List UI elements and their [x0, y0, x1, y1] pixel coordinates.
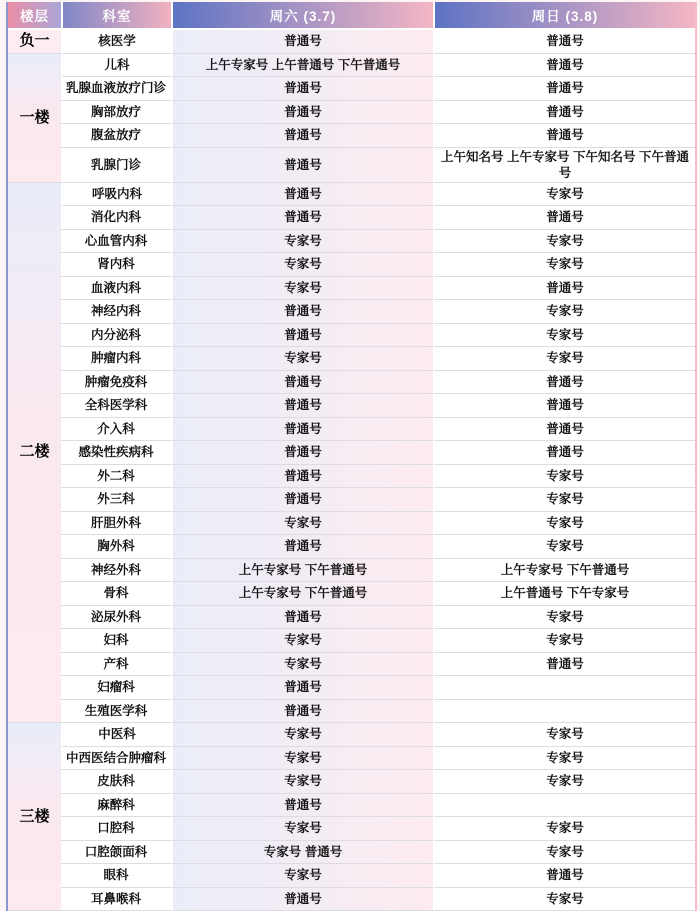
department-cell: 妇瘤科 — [61, 676, 171, 700]
table-row — [8, 488, 695, 512]
saturday-cell: 上午专家号 下午普通号 — [171, 559, 433, 583]
sunday-cell: 专家号 — [433, 183, 695, 207]
department-cell: 消化内科 — [61, 206, 171, 230]
sunday-cell: 专家号 — [433, 747, 695, 771]
saturday-cell: 普通号 — [171, 700, 433, 724]
table-row — [8, 582, 695, 606]
table-row — [8, 512, 695, 536]
table-row — [8, 30, 695, 54]
department-cell: 胸外科 — [61, 535, 171, 559]
department-cell: 血液内科 — [61, 277, 171, 301]
saturday-cell: 专家号 — [171, 512, 433, 536]
sunday-cell: 普通号 — [433, 54, 695, 78]
department-cell: 肾内科 — [61, 253, 171, 277]
sunday-cell: 普通号 — [433, 101, 695, 125]
header-row — [8, 2, 695, 30]
table-row — [8, 77, 695, 101]
floor-cell: 三楼 — [8, 723, 61, 911]
sunday-cell: 普通号 — [433, 30, 695, 54]
table-row — [8, 653, 695, 677]
table-row — [8, 300, 695, 324]
sunday-cell: 普通号 — [433, 206, 695, 230]
saturday-cell: 专家号 — [171, 817, 433, 841]
saturday-cell: 普通号 — [171, 124, 433, 148]
department-cell: 核医学 — [61, 30, 171, 54]
saturday-cell: 普通号 — [171, 30, 433, 54]
saturday-cell: 普通号 — [171, 488, 433, 512]
table-row — [8, 206, 695, 230]
sunday-cell: 普通号 — [433, 441, 695, 465]
department-cell: 神经内科 — [61, 300, 171, 324]
department-cell: 呼吸内科 — [61, 183, 171, 207]
department-cell: 眼科 — [61, 864, 171, 888]
table-row — [8, 277, 695, 301]
table-row — [8, 54, 695, 78]
table-row — [8, 101, 695, 125]
department-cell: 中西医结合肿瘤科 — [61, 747, 171, 771]
saturday-cell: 普通号 — [171, 465, 433, 489]
table-row — [8, 559, 695, 583]
saturday-cell: 普通号 — [171, 535, 433, 559]
department-cell: 乳腺门诊 — [61, 148, 171, 183]
saturday-cell: 专家号 — [171, 747, 433, 771]
saturday-cell: 普通号 — [171, 183, 433, 207]
table-row — [8, 418, 695, 442]
sunday-cell: 专家号 — [433, 324, 695, 348]
sunday-cell: 专家号 — [433, 230, 695, 254]
header-saturday: 周六 (3.7) — [171, 2, 433, 30]
saturday-cell: 上午专家号 下午普通号 — [171, 582, 433, 606]
department-cell: 皮肤科 — [61, 770, 171, 794]
table-row — [8, 747, 695, 771]
saturday-cell: 专家号 — [171, 770, 433, 794]
sunday-cell: 专家号 — [433, 512, 695, 536]
department-cell: 中医科 — [61, 723, 171, 747]
header-department: 科室 — [61, 2, 171, 30]
table-row — [8, 629, 695, 653]
saturday-cell: 普通号 — [171, 206, 433, 230]
department-cell: 麻醉科 — [61, 794, 171, 818]
sunday-cell: 专家号 — [433, 465, 695, 489]
weekend-schedule-table — [6, 2, 697, 911]
saturday-cell: 专家号 — [171, 653, 433, 677]
sunday-cell: 普通号 — [433, 864, 695, 888]
floor-cell: 一楼 — [8, 54, 61, 183]
sunday-cell: 普通号 — [433, 418, 695, 442]
department-cell: 生殖医学科 — [61, 700, 171, 724]
table-row — [8, 723, 695, 747]
table-row — [8, 864, 695, 888]
sunday-cell — [433, 700, 695, 724]
sunday-cell: 上午知名号 上午专家号 下午知名号 下午普通号 — [433, 148, 695, 183]
table-row — [8, 124, 695, 148]
department-cell: 胸部放疗 — [61, 101, 171, 125]
sunday-cell: 普通号 — [433, 77, 695, 101]
table-row — [8, 183, 695, 207]
department-cell: 肝胆外科 — [61, 512, 171, 536]
sunday-cell: 普通号 — [433, 653, 695, 677]
table-row — [8, 535, 695, 559]
schedule-table-body — [8, 30, 695, 911]
saturday-cell: 普通号 — [171, 148, 433, 183]
sunday-cell: 专家号 — [433, 770, 695, 794]
sunday-cell: 专家号 — [433, 535, 695, 559]
sunday-cell: 专家号 — [433, 347, 695, 371]
table-row — [8, 465, 695, 489]
sunday-cell: 专家号 — [433, 817, 695, 841]
department-cell: 感染性疾病科 — [61, 441, 171, 465]
department-cell: 儿科 — [61, 54, 171, 78]
sunday-cell: 上午专家号 下午普通号 — [433, 559, 695, 583]
department-cell: 内分泌科 — [61, 324, 171, 348]
table-row — [8, 441, 695, 465]
saturday-cell: 专家号 — [171, 864, 433, 888]
sunday-cell: 专家号 — [433, 606, 695, 630]
department-cell: 肿瘤免疫科 — [61, 371, 171, 395]
sunday-cell: 专家号 — [433, 488, 695, 512]
saturday-cell: 上午专家号 上午普通号 下午普通号 — [171, 54, 433, 78]
saturday-cell: 普通号 — [171, 324, 433, 348]
department-cell: 口腔颌面科 — [61, 841, 171, 865]
department-cell: 外二科 — [61, 465, 171, 489]
sunday-cell: 普通号 — [433, 394, 695, 418]
sunday-cell: 专家号 — [433, 300, 695, 324]
table-row — [8, 148, 695, 183]
saturday-cell: 普通号 — [171, 606, 433, 630]
saturday-cell: 普通号 — [171, 300, 433, 324]
department-cell: 泌尿外科 — [61, 606, 171, 630]
table-row — [8, 700, 695, 724]
table-row — [8, 394, 695, 418]
department-cell: 介入科 — [61, 418, 171, 442]
sunday-cell: 专家号 — [433, 629, 695, 653]
department-cell: 腹盆放疗 — [61, 124, 171, 148]
saturday-cell: 普通号 — [171, 794, 433, 818]
sunday-cell: 普通号 — [433, 124, 695, 148]
sunday-cell: 专家号 — [433, 253, 695, 277]
table-row — [8, 888, 695, 911]
saturday-cell: 普通号 — [171, 77, 433, 101]
saturday-cell: 专家号 — [171, 230, 433, 254]
header-sunday: 周日 (3.8) — [433, 2, 695, 30]
saturday-cell: 普通号 — [171, 101, 433, 125]
saturday-cell: 专家号 — [171, 723, 433, 747]
department-cell: 产科 — [61, 653, 171, 677]
department-cell: 神经外科 — [61, 559, 171, 583]
department-cell: 心血管内科 — [61, 230, 171, 254]
department-cell: 口腔科 — [61, 817, 171, 841]
sunday-cell: 专家号 — [433, 723, 695, 747]
table-row — [8, 794, 695, 818]
header-floor: 楼层 — [8, 2, 61, 30]
department-cell: 乳腺血液放疗门诊 — [61, 77, 171, 101]
sunday-cell — [433, 676, 695, 700]
table-row — [8, 253, 695, 277]
table-row — [8, 841, 695, 865]
floor-cell: 负一 — [8, 30, 61, 54]
saturday-cell: 普通号 — [171, 888, 433, 911]
sunday-cell: 上午普通号 下午专家号 — [433, 582, 695, 606]
sunday-cell: 普通号 — [433, 277, 695, 301]
saturday-cell: 专家号 — [171, 253, 433, 277]
table-row — [8, 230, 695, 254]
sunday-cell: 专家号 — [433, 888, 695, 911]
table-row — [8, 676, 695, 700]
saturday-cell: 普通号 — [171, 676, 433, 700]
saturday-cell: 普通号 — [171, 394, 433, 418]
saturday-cell: 普通号 — [171, 418, 433, 442]
saturday-cell: 专家号 — [171, 277, 433, 301]
saturday-cell: 专家号 普通号 — [171, 841, 433, 865]
saturday-cell: 专家号 — [171, 629, 433, 653]
department-cell: 妇科 — [61, 629, 171, 653]
table-row — [8, 770, 695, 794]
department-cell: 外三科 — [61, 488, 171, 512]
saturday-cell: 普通号 — [171, 441, 433, 465]
table-row — [8, 324, 695, 348]
table-row — [8, 606, 695, 630]
sunday-cell: 专家号 — [433, 841, 695, 865]
saturday-cell: 专家号 — [171, 347, 433, 371]
table-row — [8, 371, 695, 395]
department-cell: 耳鼻喉科 — [61, 888, 171, 911]
table-row — [8, 817, 695, 841]
department-cell: 骨科 — [61, 582, 171, 606]
department-cell: 肿瘤内科 — [61, 347, 171, 371]
table-row — [8, 347, 695, 371]
saturday-cell: 普通号 — [171, 371, 433, 395]
department-cell: 全科医学科 — [61, 394, 171, 418]
sunday-cell — [433, 794, 695, 818]
sunday-cell: 普通号 — [433, 371, 695, 395]
floor-cell: 二楼 — [8, 183, 61, 724]
